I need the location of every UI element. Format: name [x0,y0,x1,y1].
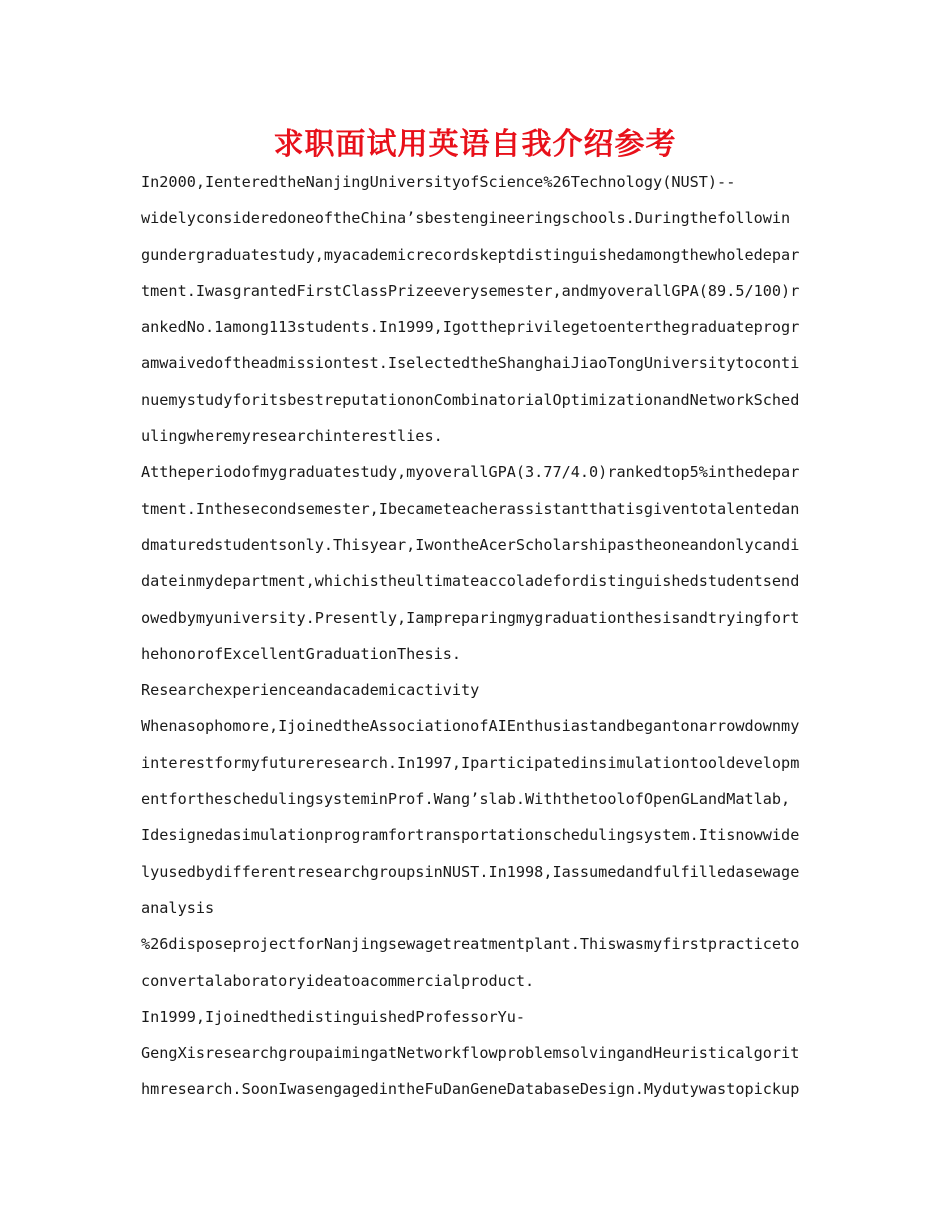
body-text-line: nuemystudyforitsbestreputationonCombinatorialOptimizationandNetworkSched [141,390,800,409]
body-text-line: analysis [141,898,215,917]
body-text-line: In1999,IjoinedthedistinguishedProfessorYu- [141,1007,526,1026]
body-text-line: tment.IwasgrantedFirstClassPrizeeverysemester,andmyoverallGPA(89.5/100)r [141,281,800,300]
body-text-line: interestformyfutureresearch.In1997,Iparticipatedinsimulationtooldevelopm [141,753,800,772]
body-text-line: gundergraduatestudy,myacademicrecordskeptdistinguishedamongthewholedepar [141,245,800,264]
body-text-line: dateinmydepartment,whichistheultimateaccoladefordistinguishedstudentsend [141,572,800,591]
body-text-line: Attheperiodofmygraduatestudy,myoverallGPA(3.77/4.0)rankedtop5%inthedepar [141,463,800,482]
body-text-line: In2000,IenteredtheNanjingUniversityofScience%26Technology(NUST)-- [141,173,736,191]
body-text-line: convertalaboratoryideatoacommercialproduct. [141,971,535,990]
body-text-line: owedbymyuniversity.Presently,Iampreparingmygraduationthesisandtryingfort [141,608,800,627]
body-text-line: dmaturedstudentsonly.Thisyear,IwontheAcerScholarshipastheoneandonlycandi [141,535,800,554]
body-text-line: tment.Inthesecondsemester,Ibecameteacherassistantthatisgiventotalentedan [141,499,800,518]
body-text-line: widelyconsideredoneoftheChina’sbestengineeringschools.Duringthefollowin [141,209,791,228]
body-text-line: lyusedbydifferentresearchgroupsinNUST.In1998,Iassumedandfulfilledasewage [141,862,800,881]
body-text-line: Idesignedasimulationprogramfortransportationschedulingsystem.Itisnowwide [141,826,800,845]
body-text-line: ankedNo.1among113students.In1999,Igottheprivilegetoenterthegraduateprogr [141,318,800,337]
body-text-line: amwaivedoftheadmissiontest.IselectedtheShanghaiJiaoTongUniversitytoconti [141,354,800,373]
body-text-line: %26disposeprojectforNanjingsewagetreatmentplant.Thiswasmyfirstpracticeto [141,935,800,954]
body-text-line: GengXisresearchgroupaimingatNetworkflowproblemsolvingandHeuristicalgorit [141,1044,800,1063]
body-text-line: hehonorofExcellentGraduationThesis. [141,644,462,663]
body-text-line: hmresearch.SoonIwasengagedintheFuDanGeneDatabaseDesign.Mydutywastopickup [141,1080,800,1099]
body-text-line: Whenasophomore,IjoinedtheAssociationofAIEnthusiastandbegantonarrowdownmy [141,717,800,736]
body-text-line: entfortheschedulingsysteminProf.Wang’slab.WiththetoolofOpenGLandMatlab, [141,790,791,809]
body-text-line: Researchexperienceandacademicactivity [141,681,480,700]
body-text-line: ulingwheremyresearchinterestlies. [141,427,443,446]
document-title: 求职面试用英语自我介绍参考 [273,127,677,162]
document-body [141,164,813,1108]
